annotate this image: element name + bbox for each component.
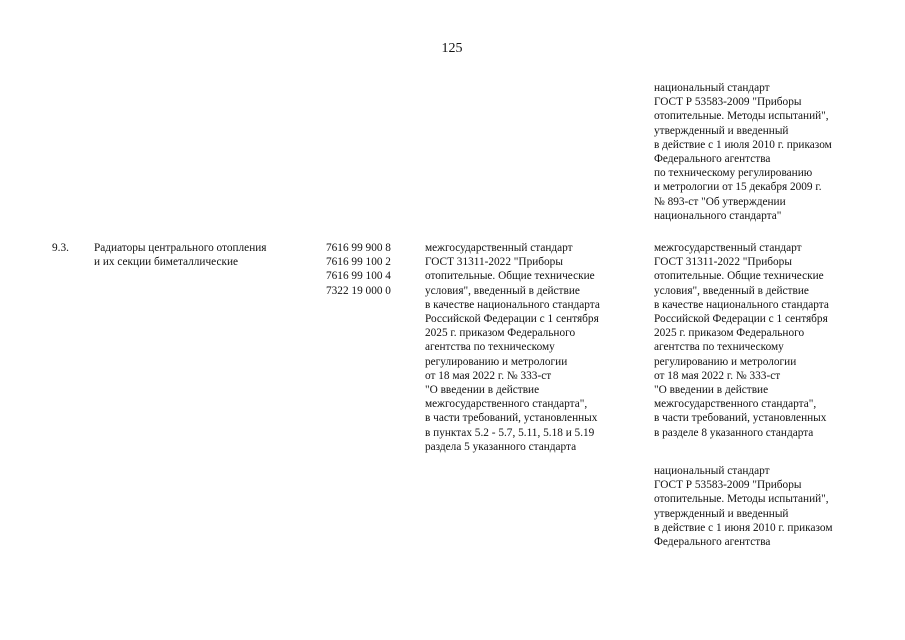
continued-standard-text <box>654 81 832 223</box>
standard-line: регулированию и метрологии <box>654 355 797 368</box>
standard-line: отопительные. Общие технические <box>425 270 595 283</box>
standard-line: утвержденный и введенный <box>654 507 789 520</box>
standard-line: условия", введенный в действие <box>425 284 580 297</box>
standard-line: 2025 г. приказом Федерального <box>654 327 805 340</box>
standard-line: Российской Федерации с 1 сентября <box>425 313 599 326</box>
standard-line: условия", введенный в действие <box>654 284 809 297</box>
text-line: отопительные. Методы испытаний", <box>654 110 829 123</box>
standard-line: Российской Федерации с 1 сентября <box>654 313 828 326</box>
standard-line: агентства по техническому <box>654 341 784 354</box>
standard-line: Федерального агентства <box>654 536 771 549</box>
standard-line: ГОСТ Р 53583-2009 "Приборы <box>654 479 802 492</box>
standard-line: отопительные. Общие технические <box>654 270 824 283</box>
text-line: утвержденный и введенный <box>654 124 789 137</box>
product-code: 7616 99 900 8 <box>326 242 391 254</box>
standard-line: в части требований, установленных <box>425 412 598 425</box>
standard-line: в действие с 1 июня 2010 г. приказом <box>654 521 833 534</box>
standard-line: в качестве национального стандарта <box>425 298 600 311</box>
text-line: и метрологии от 15 декабря 2009 г. <box>654 181 822 194</box>
standard-line: ГОСТ 31311-2022 "Приборы <box>425 256 563 269</box>
text-line: национального стандарта" <box>654 209 782 222</box>
standard-line: национальный стандарт <box>654 465 770 477</box>
text-line: национальный стандарт <box>654 82 770 94</box>
text-line: в действие с 1 июля 2010 г. приказом <box>654 138 832 151</box>
standard-line: от 18 мая 2022 г. № 333-ст <box>425 369 552 382</box>
text-line: Федерального агентства <box>654 153 771 166</box>
standard-line: отопительные. Методы испытаний", <box>654 493 829 506</box>
row-number: 9.3. <box>52 242 69 254</box>
standard-line: "О введении в действие <box>425 384 540 397</box>
standard-line: в пунктах 5.2 - 5.7, 5.11, 5.18 и 5.19 <box>425 426 595 439</box>
text-line: по техническому регулированию <box>654 167 813 180</box>
page-number: 125 <box>441 41 463 56</box>
text-line: ГОСТ Р 53583-2009 "Приборы <box>654 96 802 109</box>
standard-line: ГОСТ 31311-2022 "Приборы <box>654 256 792 269</box>
standard-line: 2025 г. приказом Федерального <box>425 327 576 340</box>
standard-line: агентства по техническому <box>425 341 555 354</box>
standard-line: межгосударственного стандарта", <box>425 398 588 411</box>
product-code: 7322 19 000 0 <box>326 284 391 297</box>
standards-column-2-part-1 <box>654 241 829 440</box>
standard-line: в разделе 8 указанного стандарта <box>654 426 814 439</box>
standard-line: межгосударственного стандарта", <box>654 398 817 411</box>
product-code: 7616 99 100 4 <box>326 270 391 283</box>
product-name-line: Радиаторы центрального отопления <box>94 242 267 254</box>
standard-line: в части требований, установленных <box>654 412 827 425</box>
standards-column-1 <box>425 241 600 454</box>
standard-line: "О введении в действие <box>654 384 769 397</box>
standard-line: раздела 5 указанного стандарта <box>425 440 577 453</box>
standard-line: межгосударственный стандарт <box>654 242 802 254</box>
product-name <box>94 241 266 269</box>
standard-line: межгосударственный стандарт <box>425 242 573 254</box>
standard-line: регулированию и метрологии <box>425 355 568 368</box>
product-code: 7616 99 100 2 <box>326 256 391 269</box>
product-name-line: и их секции биметаллические <box>94 256 239 269</box>
product-codes <box>326 241 391 298</box>
text-line: № 893-ст "Об утверждении <box>654 195 786 208</box>
standard-line: от 18 мая 2022 г. № 333-ст <box>654 369 781 382</box>
standard-line: в качестве национального стандарта <box>654 298 829 311</box>
standards-column-2-part-2 <box>654 464 832 549</box>
